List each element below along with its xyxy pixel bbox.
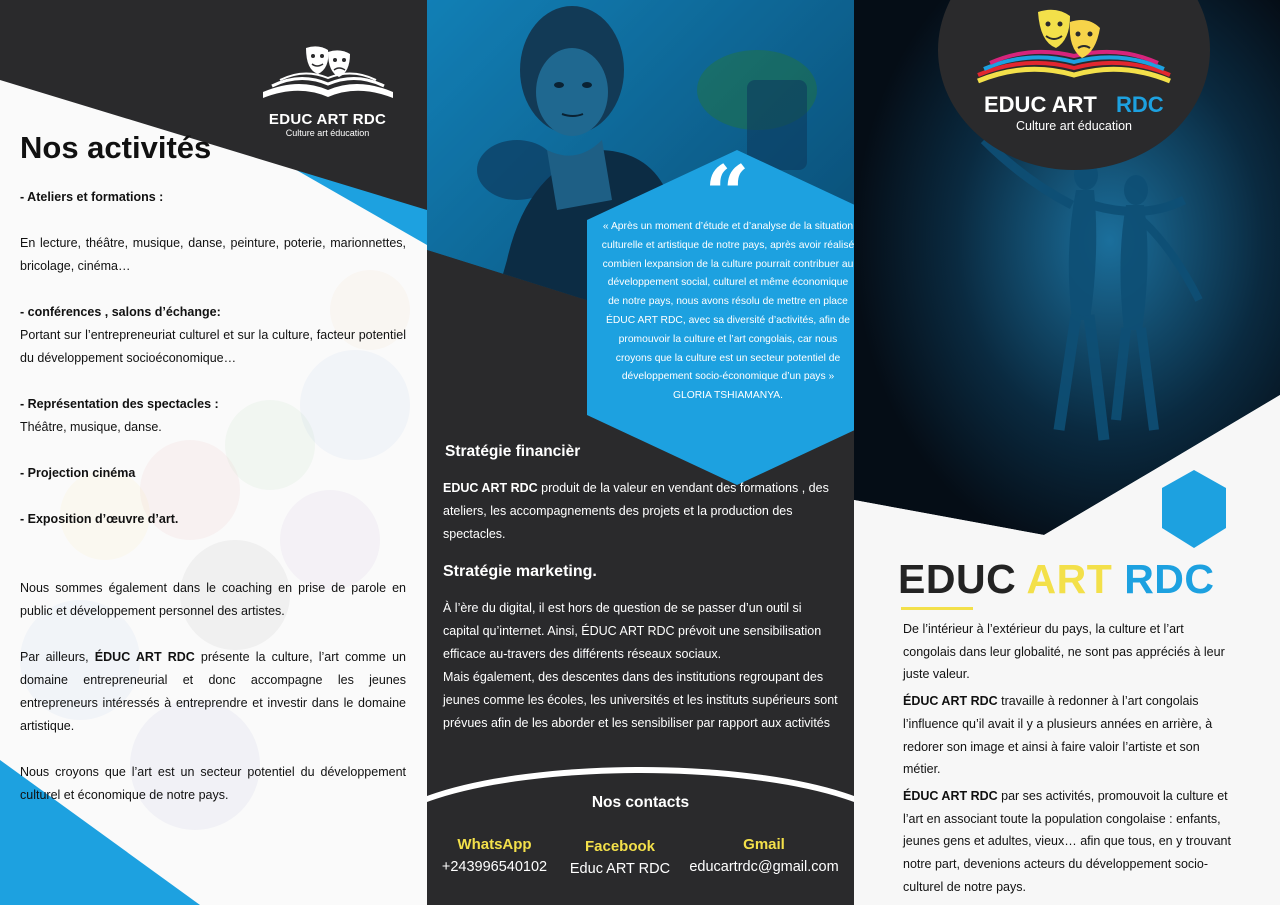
activity-item bbox=[20, 301, 406, 370]
brand-title-educ: EDUC bbox=[898, 556, 1027, 602]
entrepreneur-paragraph bbox=[20, 646, 406, 738]
activity-title: - Exposition d’œuvre d’art. bbox=[20, 512, 179, 526]
para-text: travaille à redonner à l’art congolais l’influence qu’il avait il y a plusieurs années en arrière, à redorer son image et ainsi à faire valoir l’artiste et son métier. bbox=[903, 694, 1213, 777]
contact-label: WhatsApp bbox=[457, 836, 532, 853]
contact-value[interactable]: Educ ART RDC bbox=[569, 861, 671, 877]
marketing-strategy-title: Stratégie marketing. bbox=[443, 563, 597, 580]
activity-item bbox=[20, 508, 406, 531]
activities-title: Nos activités bbox=[20, 130, 212, 165]
contact-gmail bbox=[679, 835, 849, 879]
activity-item bbox=[20, 186, 406, 278]
marketing-strategy-text-1: À l’ère du digital, il est hors de question de se passer d’un outil si capital qu’internet. Ainsi, ÉDUC ART RDC prévoit une sensibilisation efficace au-travers des différents réseaux sociaux. bbox=[443, 601, 822, 661]
activity-title: - Ateliers et formations : bbox=[20, 190, 164, 204]
brand-name: EDUC ART RDC bbox=[443, 481, 538, 495]
activity-title: - conférences , salons d’échange: bbox=[20, 305, 221, 319]
activity-item bbox=[20, 462, 406, 485]
contact-facebook bbox=[565, 835, 675, 881]
strategy-section bbox=[443, 440, 841, 735]
brand-title-art: ART bbox=[1026, 556, 1125, 602]
contact-whatsapp bbox=[432, 835, 557, 879]
para-text: Par ailleurs, bbox=[20, 650, 95, 664]
para-text: par ses activités, promouvoit la culture et l’art en associant toute la population congolaise : enfants, jeunes gens et adultes, vieux… afin que tous, en y trouvant notre part, devenions acteurs du développement socio-culturel de notre pays. bbox=[903, 788, 1231, 894]
activity-title: - Représentation des spectacles : bbox=[20, 397, 219, 411]
logo-wordmark-rdc: RDC bbox=[1116, 92, 1164, 117]
educ-art-logo bbox=[938, 0, 1210, 172]
activity-desc: Théâtre, musique, danse. bbox=[20, 420, 162, 434]
brand-name: ÉDUC ART RDC bbox=[903, 694, 998, 709]
activity-desc: Portant sur l’entrepreneuriat culturel et sur la culture, facteur potentiel du développement socioéconomique… bbox=[20, 328, 406, 365]
logo-tagline: Culture art éducation bbox=[1015, 119, 1133, 133]
activity-title: - Projection cinéma bbox=[20, 466, 136, 480]
contact-value[interactable]: +243996540102 bbox=[441, 859, 548, 875]
para-text: présente la culture, l’art comme un domaine entrepreneurial et donc accompagne les jeunes entrepreneurs intéressés à entreprendre et investir dans le domaine artistique. bbox=[20, 650, 406, 733]
theatre-masks-logo-icon bbox=[258, 42, 398, 104]
financial-strategy-text bbox=[443, 477, 841, 546]
left-logo bbox=[255, 42, 400, 138]
activity-desc: En lecture, théâtre, musique, danse, peinture, poterie, marionnettes, bricolage, cinéma… bbox=[20, 236, 406, 273]
left-logo-tagline: Culture art éducation bbox=[285, 128, 370, 138]
about-paragraph-2 bbox=[903, 690, 1233, 781]
contact-label: Facebook bbox=[584, 838, 656, 855]
contact-label: Gmail bbox=[743, 836, 785, 853]
about-paragraph-1: De l’intérieur à l’extérieur du pays, la culture et l’art congolais dans leur globalité, ne sont pas appréciés à leur juste valeur. bbox=[903, 622, 1225, 682]
marketing-strategy-text-2: Mais également, des descentes dans des institutions regroupant des jeunes comme les écoles, les universités et les instituts supérieurs sont prévues afin de les aborder et les sensibiliser par rapport aux activités bbox=[443, 670, 838, 730]
contact-value[interactable]: educartrdc@gmail.com bbox=[689, 859, 839, 875]
title-underline bbox=[901, 607, 973, 610]
brand-title bbox=[898, 556, 1215, 603]
activities-section bbox=[20, 128, 406, 830]
left-logo-name: EDUC ART RDC bbox=[268, 111, 387, 128]
contacts-title: Nos contacts bbox=[591, 794, 690, 811]
founder-quote: « Après un moment d’étude et d’analyse de la situation culturelle et artistique de notre pays, après avoir réalisé combien lexpansion de la culture pourrait contribuer au développement social, culturel et même économique de notre pays, nous avons résolu de mettre en place ÉDUC ART RDC, avec sa diversité d’activités, afin de promouvoir la culture et l’art congolais, car nous croyons que la culture est un secteur potentiel de développement socio-économique d’un pays » GLORIA TSHIAMANYA. bbox=[601, 221, 854, 402]
brand-title-rdc: RDC bbox=[1124, 556, 1215, 602]
logo-wordmark: EDUC ART bbox=[984, 92, 1097, 117]
financial-strategy-title: Stratégie financièr bbox=[445, 443, 581, 460]
para-text: produit de la valeur en vendant des formations , des ateliers, les accompagnements des projets et la production des spectacles. bbox=[443, 481, 829, 541]
brand-name: ÉDUC ART RDC bbox=[94, 650, 195, 664]
left-panel bbox=[0, 0, 427, 905]
activity-item bbox=[20, 393, 406, 439]
quote-mark-icon: “ bbox=[704, 149, 750, 240]
brand-name: ÉDUC ART RDC bbox=[903, 788, 998, 803]
about-section bbox=[903, 618, 1233, 902]
about-paragraph-3 bbox=[903, 785, 1233, 899]
right-panel bbox=[854, 0, 1280, 905]
coaching-paragraph: Nous sommes également dans le coaching en prise de parole en public et développement personnel des artistes. bbox=[20, 581, 406, 618]
middle-panel bbox=[427, 0, 854, 905]
belief-paragraph: Nous croyons que l’art est un secteur potentiel du développement culturel et économique de notre pays. bbox=[20, 765, 406, 802]
